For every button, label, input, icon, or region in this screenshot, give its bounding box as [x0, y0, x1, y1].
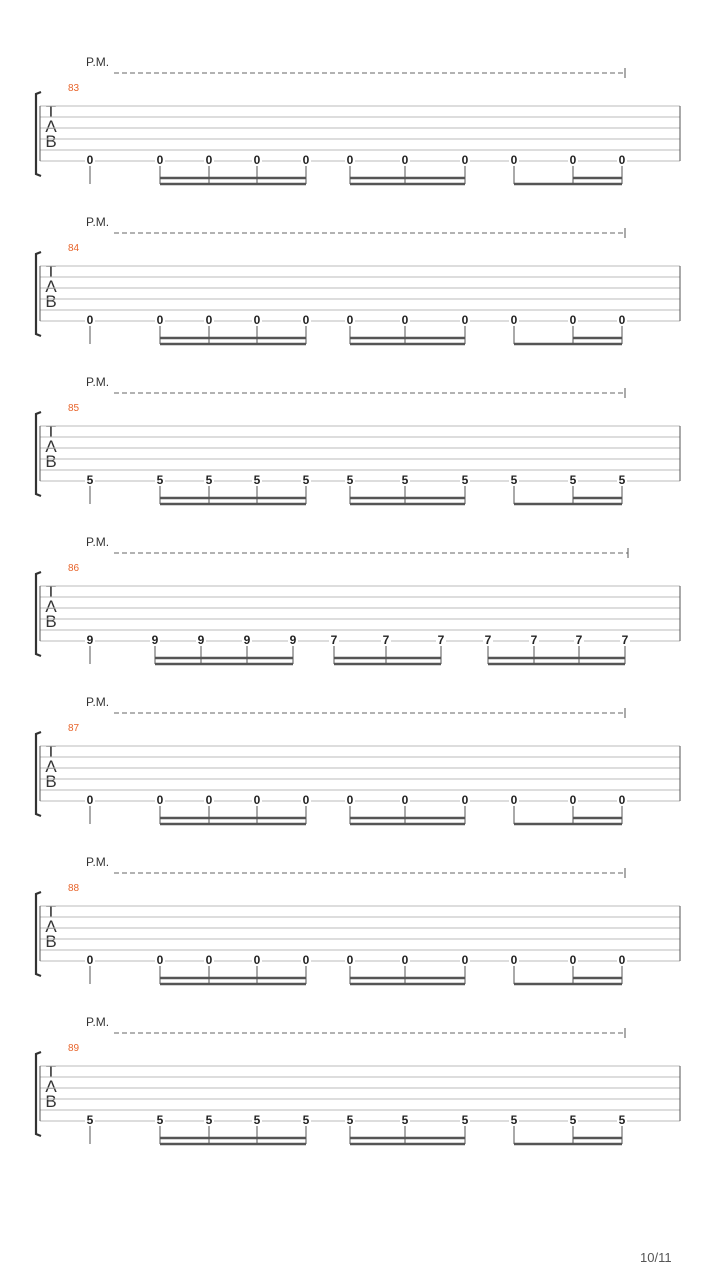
- tab-clef-letter: A: [45, 117, 57, 136]
- fret-number: 0: [253, 793, 261, 807]
- fret-number: 0: [205, 313, 213, 327]
- tab-system: [0, 376, 720, 536]
- fret-number: 5: [346, 1113, 354, 1127]
- fret-number: 0: [618, 153, 626, 167]
- tab-clef-letter: T: [45, 1062, 57, 1081]
- fret-number: 0: [86, 313, 94, 327]
- fret-number: 0: [569, 153, 577, 167]
- tab-system: [0, 856, 720, 1016]
- fret-number: 5: [156, 1113, 164, 1127]
- measure-number: 86: [68, 563, 80, 574]
- fret-number: 0: [86, 793, 94, 807]
- fret-number: 0: [156, 793, 164, 807]
- tab-system: [0, 216, 720, 376]
- fret-number: 5: [302, 1113, 310, 1127]
- fret-number: 7: [530, 633, 538, 647]
- fret-number: 9: [151, 633, 159, 647]
- fret-number: 5: [205, 1113, 213, 1127]
- tab-staff: [0, 1016, 720, 1176]
- fret-number: 0: [253, 313, 261, 327]
- measure-number: 87: [68, 723, 80, 734]
- fret-number: 0: [346, 953, 354, 967]
- fret-number: 0: [205, 793, 213, 807]
- measure-number: 89: [68, 1043, 80, 1054]
- fret-number: 0: [510, 953, 518, 967]
- fret-number: 0: [86, 953, 94, 967]
- fret-number: 0: [302, 153, 310, 167]
- fret-number: 0: [156, 313, 164, 327]
- fret-number: 0: [346, 153, 354, 167]
- tab-clef-letter: A: [45, 437, 57, 456]
- tab-staff: [0, 536, 720, 696]
- fret-number: 5: [461, 1113, 469, 1127]
- palm-mute-label: P.M.: [86, 55, 110, 69]
- fret-number: 0: [302, 953, 310, 967]
- palm-mute-label: P.M.: [86, 535, 110, 549]
- tab-clef-letter: A: [45, 917, 57, 936]
- tab-clef-letter: T: [45, 742, 57, 761]
- palm-mute-label: P.M.: [86, 215, 110, 229]
- fret-number: 5: [569, 1113, 577, 1127]
- fret-number: 0: [401, 953, 409, 967]
- tab-staff: [0, 56, 720, 216]
- fret-number: 7: [437, 633, 445, 647]
- fret-number: 5: [205, 473, 213, 487]
- fret-number: 5: [253, 1113, 261, 1127]
- measure-number: 88: [68, 883, 80, 894]
- tab-staff: [0, 856, 720, 1016]
- tab-staff: [0, 216, 720, 376]
- fret-number: 5: [461, 473, 469, 487]
- fret-number: 9: [86, 633, 94, 647]
- fret-number: 7: [330, 633, 338, 647]
- tab-clef-letter: T: [45, 902, 57, 921]
- fret-number: 5: [86, 473, 94, 487]
- tab-clef-letter: B: [45, 932, 57, 951]
- fret-number: 5: [401, 473, 409, 487]
- tab-system: [0, 536, 720, 696]
- tab-system: [0, 56, 720, 216]
- tab-system: [0, 1016, 720, 1176]
- tab-clef-letter: A: [45, 1077, 57, 1096]
- fret-number: 0: [569, 313, 577, 327]
- fret-number: 0: [302, 793, 310, 807]
- fret-number: 7: [382, 633, 390, 647]
- fret-number: 0: [401, 153, 409, 167]
- fret-number: 5: [156, 473, 164, 487]
- measure-number: 83: [68, 83, 80, 94]
- fret-number: 5: [302, 473, 310, 487]
- tab-clef-letter: B: [45, 1092, 57, 1111]
- fret-number: 0: [205, 153, 213, 167]
- fret-number: 0: [302, 313, 310, 327]
- palm-mute-label: P.M.: [86, 855, 110, 869]
- fret-number: 0: [461, 153, 469, 167]
- tab-clef-letter: B: [45, 612, 57, 631]
- fret-number: 0: [205, 953, 213, 967]
- palm-mute-label: P.M.: [86, 695, 110, 709]
- fret-number: 9: [289, 633, 297, 647]
- fret-number: 5: [618, 1113, 626, 1127]
- fret-number: 0: [618, 313, 626, 327]
- tab-system: [0, 696, 720, 856]
- fret-number: 0: [461, 313, 469, 327]
- tab-clef-letter: B: [45, 132, 57, 151]
- fret-number: 0: [510, 153, 518, 167]
- fret-number: 7: [484, 633, 492, 647]
- fret-number: 0: [253, 953, 261, 967]
- tab-clef-letter: B: [45, 292, 57, 311]
- fret-number: 0: [461, 793, 469, 807]
- fret-number: 7: [621, 633, 629, 647]
- tab-clef-letter: B: [45, 452, 57, 471]
- measure-number: 84: [68, 243, 80, 254]
- fret-number: 5: [346, 473, 354, 487]
- fret-number: 5: [401, 1113, 409, 1127]
- fret-number: 0: [569, 953, 577, 967]
- fret-number: 0: [569, 793, 577, 807]
- fret-number: 5: [569, 473, 577, 487]
- fret-number: 0: [346, 313, 354, 327]
- fret-number: 0: [401, 793, 409, 807]
- fret-number: 0: [401, 313, 409, 327]
- fret-number: 0: [618, 793, 626, 807]
- tab-clef-letter: T: [45, 422, 57, 441]
- tab-clef-letter: T: [45, 582, 57, 601]
- measure-number: 85: [68, 403, 80, 414]
- fret-number: 5: [510, 473, 518, 487]
- tab-clef-letter: T: [45, 262, 57, 281]
- fret-number: 0: [510, 313, 518, 327]
- palm-mute-label: P.M.: [86, 375, 110, 389]
- page-number: 10/11: [640, 1250, 672, 1265]
- fret-number: 9: [197, 633, 205, 647]
- fret-number: 0: [156, 153, 164, 167]
- fret-number: 9: [243, 633, 251, 647]
- tab-clef-letter: T: [45, 102, 57, 121]
- fret-number: 0: [156, 953, 164, 967]
- fret-number: 0: [510, 793, 518, 807]
- fret-number: 5: [618, 473, 626, 487]
- fret-number: 0: [618, 953, 626, 967]
- fret-number: 5: [86, 1113, 94, 1127]
- fret-number: 0: [461, 953, 469, 967]
- fret-number: 0: [253, 153, 261, 167]
- tab-staff: [0, 376, 720, 536]
- tab-staff: [0, 696, 720, 856]
- fret-number: 5: [253, 473, 261, 487]
- fret-number: 7: [575, 633, 583, 647]
- tab-clef-letter: A: [45, 597, 57, 616]
- tab-clef-letter: A: [45, 277, 57, 296]
- fret-number: 0: [86, 153, 94, 167]
- tab-clef-letter: B: [45, 772, 57, 791]
- fret-number: 5: [510, 1113, 518, 1127]
- fret-number: 0: [346, 793, 354, 807]
- palm-mute-label: P.M.: [86, 1015, 110, 1029]
- tab-clef-letter: A: [45, 757, 57, 776]
